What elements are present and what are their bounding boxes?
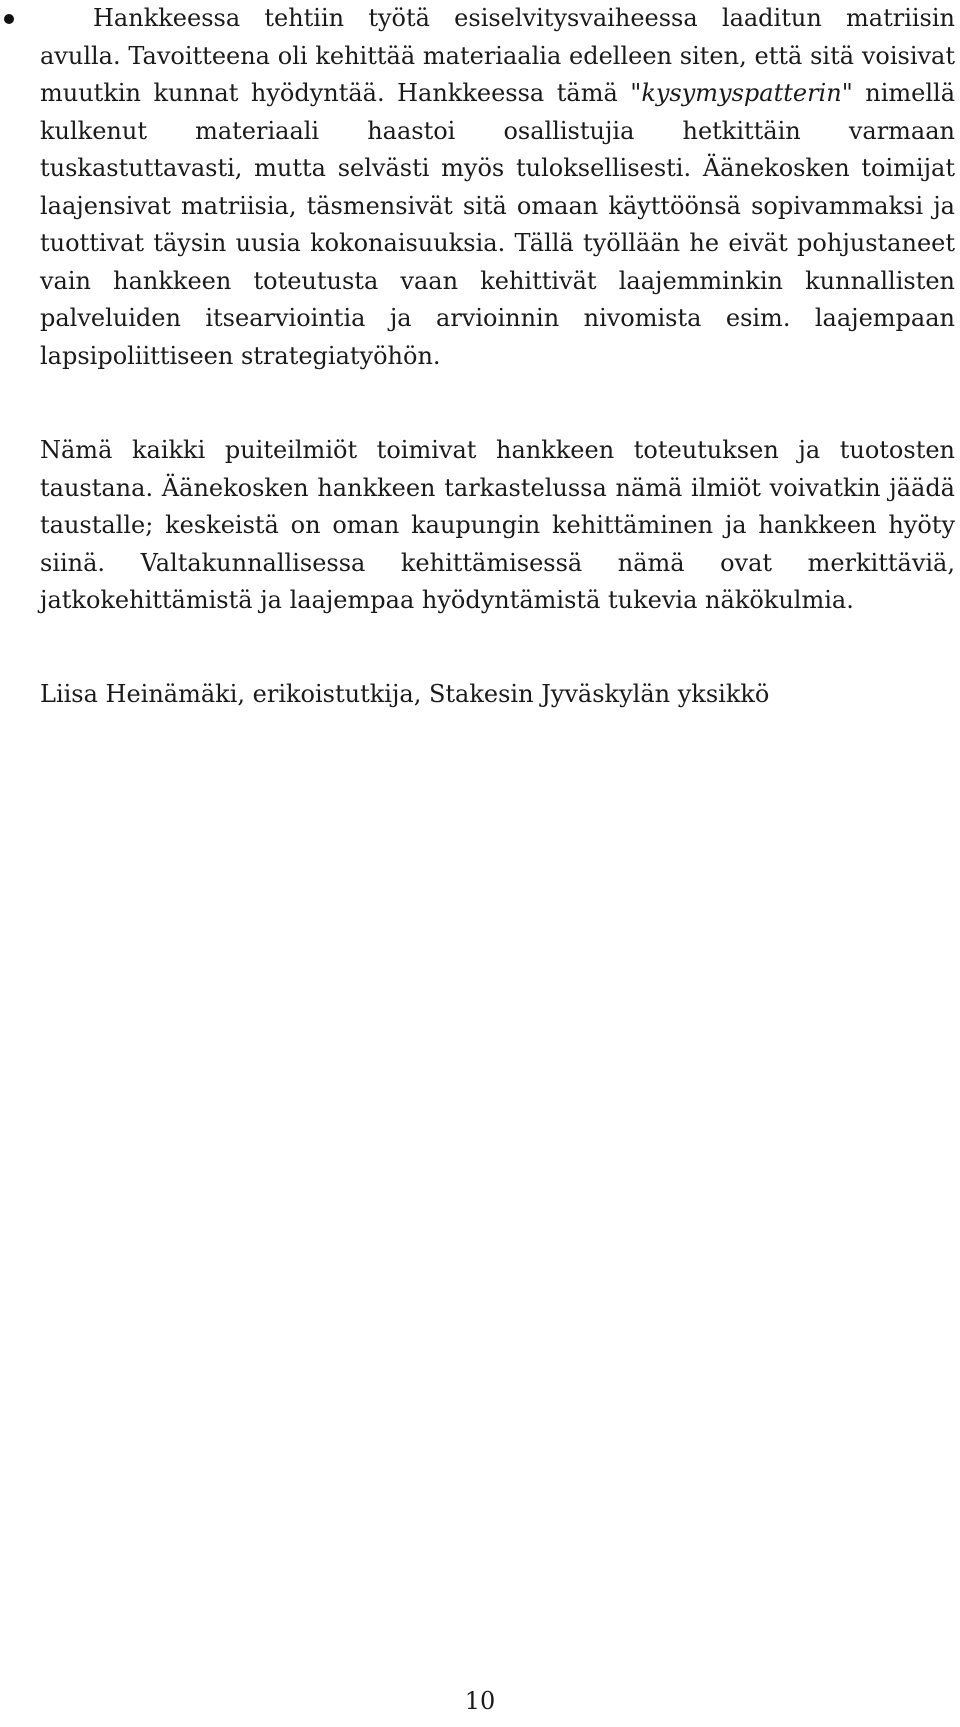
bullet-point-icon (4, 14, 14, 24)
bullet-text-part-1: Hankkeessa tehtiin työtä esiselvitysvaiheessa laaditun matriisin avulla. Tavoitteena oli kehittää materiaalia edelleen siten, että sitä voisivat muutkin kunnat hyödyntää. Hankkeessa tämä " (40, 4, 955, 107)
italic-term: kysymyspatterin (641, 79, 842, 107)
bullet-item-text (40, 0, 955, 375)
author-signature: Liisa Heinämäki, erikoistutkija, Stakesin Jyväskylän yksikkö (40, 680, 770, 708)
body-paragraph: Nämä kaikki puiteilmiöt toimivat hankkeen toteutuksen ja tuotosten taustana. Äänekosken hankkeen tarkastelussa nämä ilmiöt voivatkin jäädä taustalle; keskeistä on oman kaupungin kehittäminen ja hankkeen hyöty siinä. Valtakunnallisessa kehittämisessä nämä ovat merkittäviä, jatkokehittämistä ja laajempaa hyödyntämistä tukevia näkökulmia. (40, 436, 955, 614)
page-number: 10 (464, 1687, 496, 1715)
bullet-text-part-2: " nimellä kulkenut materiaali haastoi osallistujia hetkittäin varmaan tuskastuttavasti, mutta selvästi myös tuloksellisesti. Äänekosken toimijat laajensivat matriisia, täsmensivät sitä omaan käyttöönsä sopivammaksi ja tuottivat täysin uusia kokonaisuuksia. Tällä työllään he eivät pohjustaneet vain hankkeen toteutusta vaan kehittivät laajemminkin kunnallisten palveluiden itsearviointia ja arvioinnin nivomista esim. laajempaan lapsipoliittiseen strategiatyöhön. (40, 79, 955, 370)
